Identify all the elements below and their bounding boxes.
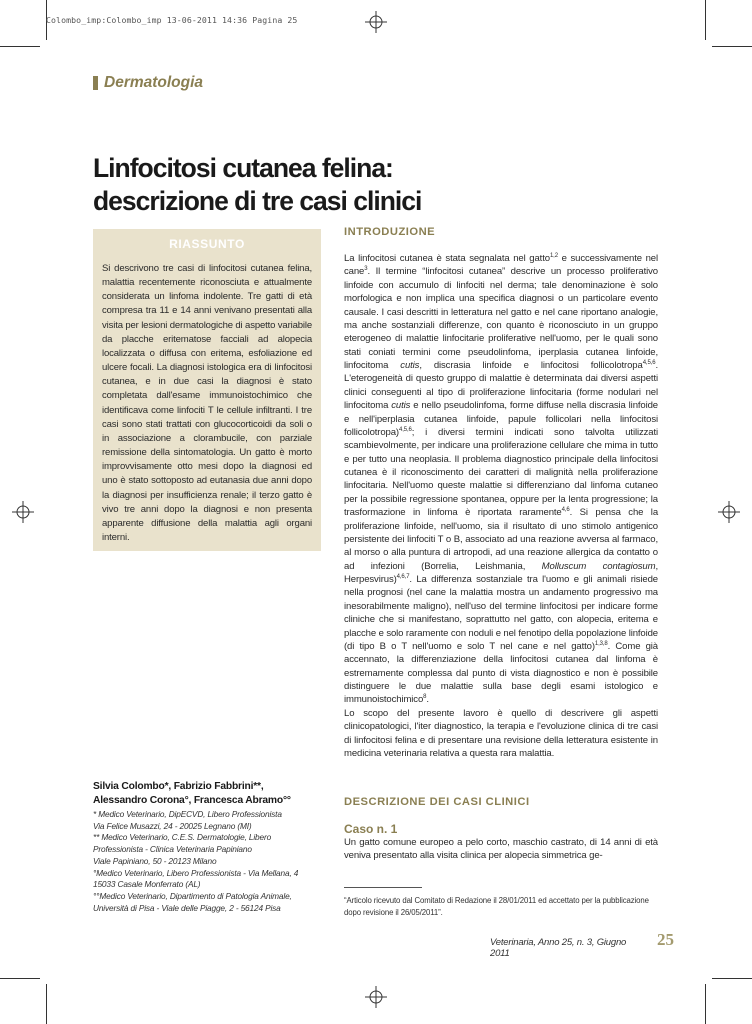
abstract-heading: RIASSUNTO bbox=[169, 237, 245, 251]
case-1-text: Un gatto comune europeo a pelo corto, maschio castrato, di 14 anni di età veniva presentato alla visita clinica per alopecia simmetrica ge- bbox=[344, 837, 658, 862]
author-line: Alessandro Corona°, Francesca Abramo°° bbox=[93, 794, 291, 806]
crop-mark bbox=[0, 46, 40, 47]
citation: 4,6 bbox=[561, 506, 570, 513]
registration-mark-icon bbox=[365, 986, 387, 1008]
affiliation-line: °Medico Veterinario, Libero Professionista - Via Mellana, 4 bbox=[93, 867, 299, 878]
section-bar-icon bbox=[93, 76, 98, 90]
crop-mark bbox=[712, 978, 752, 979]
case-1-heading: Caso n. 1 bbox=[344, 822, 398, 836]
article-title bbox=[93, 152, 523, 218]
citation: 4,5,6 bbox=[642, 359, 656, 366]
author-affiliations bbox=[93, 809, 333, 914]
citation: 1,2 bbox=[549, 252, 558, 259]
crop-mark bbox=[0, 978, 40, 979]
section-label bbox=[93, 74, 203, 92]
title-line: descrizione di tre casi clinici bbox=[93, 185, 422, 216]
author-block bbox=[93, 780, 333, 914]
affiliation-line: Professionista - Clinica Veterinaria Papiniano bbox=[93, 844, 252, 855]
affiliation-line: Viale Papiniano, 50 - 20123 Milano bbox=[93, 855, 217, 866]
affiliation-line: 15033 Casale Monferrato (AL) bbox=[93, 879, 201, 890]
registration-mark-icon bbox=[718, 501, 740, 523]
intro-paragraph-1: La linfocitosi cutanea è stata segnalata nel gatto$^{1,2}$ e successivamente nel cane$^3$. Il termine “linfocitosi cutanea” descrive un processo proliferativo linfoide con accumulo di linfociti nel derma; tale denominazione è solo morfologica e non implica una specifica diagnosi o un particolare evento causale. I casi descritti in letteratura nel gatto e nel cane riportano analogie, ma anche sostanziali differenze, con quanto è riconosciuto in un gruppo eterogeneo di malattie linfocitarie proliferative nell'uomo, per le quali sono stati coniati termini come pseudolinfoma, iperplasia cutanea linfoide, linfocitoma cutis, discrasia linfoide e linfocitosi follicolotropa$^{4,5,6}$. L'eterogeneità di questo gruppo di malattie è determinata dai diversi aspetti clinici conseguenti al tipo di proliferazione linfocitaria (forme nodulari nel linfocitoma cutis e nello pseudolinfoma, forme diffuse nella discrasia linfoide e nell'iperplasia cutanea linfoide, papule follicolari nella linfocitosi follicolotropa)$^{4,5,6}$; i diversi termini indicati sono talvolta utilizzati scambievolmente, per indicare una proliferazione cellulare che mima in tutto e per tutto una neoplasia. Il problema diagnostico principale della linfocitosi cutanea è il riconoscimento dei caratteri di malignità nella proliferazione linfocitaria. Nell'uomo queste malattie si differenziano dal linfoma cutaneo per la possibile regressione spontanea, oppure per la lenta progressione; la trasformazione in linfoma è riportata raramente$^{4,6}$. Si pensa che la proliferazione linfoide, nell'uomo, sia il risultato di uno stimolo antigenico persistente dei linfociti T o B, associato ad una reazione avversa al farmaco, al morso o alla puntura di artropodi, ad una reazione allergica da contatto o ad infezioni (Borrelia, Leishmania, Molluscum contagiosum, Herpesvirus)$^{4,6,7}$. La differenza sostanziale tra l'uomo e gli animali risiede nella prognosi (nel cane la malattia mostra un andamento progressivo ma inesorabilmente maligno), nell'uso del termine linfocitosi per indicare forme cliniche che si manifestano, soprattutto nel gatto, con alopecia, eritema e placche e solo raramente con noduli e nel fenotipo della popolazione linfoide (di tipo B o T nell'uomo e solo T nel cane e nel gatto)$^{1,3,8}$. Come già accennato, la differenziazione della linfocitosi cutanea dal linfoma è estremamente complessa dal punto di vista diagnostico e non è possibile distinguere le due malattie sulla base degli esami istologico e immunoistochimico$^8$. bbox=[344, 252, 659, 706]
print-slug: Colombo_imp:Colombo_imp 13-06-2011 14:36 Pagina 25 bbox=[46, 15, 298, 25]
journal-citation: Veterinaria, Anno 25, n. 3, Giugno 2011 bbox=[490, 937, 627, 959]
crop-mark bbox=[705, 0, 706, 40]
footnote: “Articolo ricevuto dal Comitato di Redazione il 28/01/2011 ed accettato per la pubblicazione dopo revisione il 26/05/2011”. bbox=[344, 896, 649, 917]
intro-paragraph-2: Lo scopo del presente lavoro è quello di descrivere gli aspetti clinicopatologici, l'iter diagnostico, la terapia e l'evoluzione clinica di tre casi di linfocitosi felina e di presentare una revisione della letteratura esistente in medicina veterinaria relativa a questa rara malattia. bbox=[344, 707, 658, 759]
affiliation-line: ** Medico Veterinario, C.E.S. Dermatologie, Libero bbox=[93, 832, 272, 843]
affiliation-line: Via Felice Musazzi, 24 - 20025 Legnano (MI) bbox=[93, 820, 252, 831]
affiliation-line: °°Medico Veterinario, Dipartimento di Patologia Animale, bbox=[93, 890, 292, 901]
affiliation-line: * Medico Veterinario, DipECVD, Libero Professionista bbox=[93, 809, 282, 819]
intro-body bbox=[344, 252, 658, 760]
crop-mark bbox=[712, 46, 752, 47]
cases-heading: DESCRIZIONE DEI CASI CLINICI bbox=[344, 796, 530, 808]
title-line: Linfocitosi cutanea felina: bbox=[93, 152, 393, 183]
citation: 1,3,8 bbox=[594, 640, 608, 647]
crop-mark bbox=[705, 984, 706, 1024]
citation: 3 bbox=[364, 266, 368, 273]
author-line: Silvia Colombo*, Fabrizio Fabbrini**, bbox=[93, 781, 264, 792]
abstract-text: Si descrivono tre casi di linfocitosi cutanea felina, malattia recentemente riconosciuta e attualmente considerata un linfoma indolente. Tre gatti di età compresa tra 11 e 14 anni venivano presentati alla visita per lesioni dermatologiche di aspetto variabile da placche eritematose facciali ad alopecia localizzata o diffusa con eritema, esfoliazione ed ulcere focali. La diagnosi istologica era di linfocitosi cutanea, e in due casi la diagnosi è stato completata dall'esame immunoistochimico che identificava come linfociti T le cellule infiltranti. I tre casi sono stati trattati con glucocorticoidi da soli o in associazione a clorambucile, con parziale remissione della sintomatologia. Un gatto è morto improvvisamente otto mesi dopo la diagnosi ed uno è stato sottoposto ad eutanasia due anni dopo la diagnosi per insufficienza renale; il terzo gatto è vivo tre anni dopo la diagnosi e non presenta apparente diffusione della malattia agli organi interni. bbox=[102, 263, 313, 543]
registration-mark-icon bbox=[365, 11, 387, 33]
page-footer bbox=[490, 930, 674, 959]
intro-heading: INTRODUZIONE bbox=[344, 226, 436, 238]
page-number: 25 bbox=[657, 930, 674, 949]
footnote-divider bbox=[344, 887, 422, 888]
crop-mark bbox=[46, 984, 47, 1024]
citation: 4,5,6 bbox=[398, 426, 412, 433]
citation: 4,6,7 bbox=[396, 573, 410, 580]
author-names bbox=[93, 780, 333, 807]
registration-mark-icon bbox=[12, 501, 34, 523]
affiliation-line: Università di Pisa - Viale delle Piagge, 2 - 56124 Pisa bbox=[93, 902, 281, 913]
citation: 8 bbox=[423, 694, 427, 701]
section-label-text: Dermatologia bbox=[104, 74, 204, 91]
abstract-box bbox=[93, 229, 321, 551]
